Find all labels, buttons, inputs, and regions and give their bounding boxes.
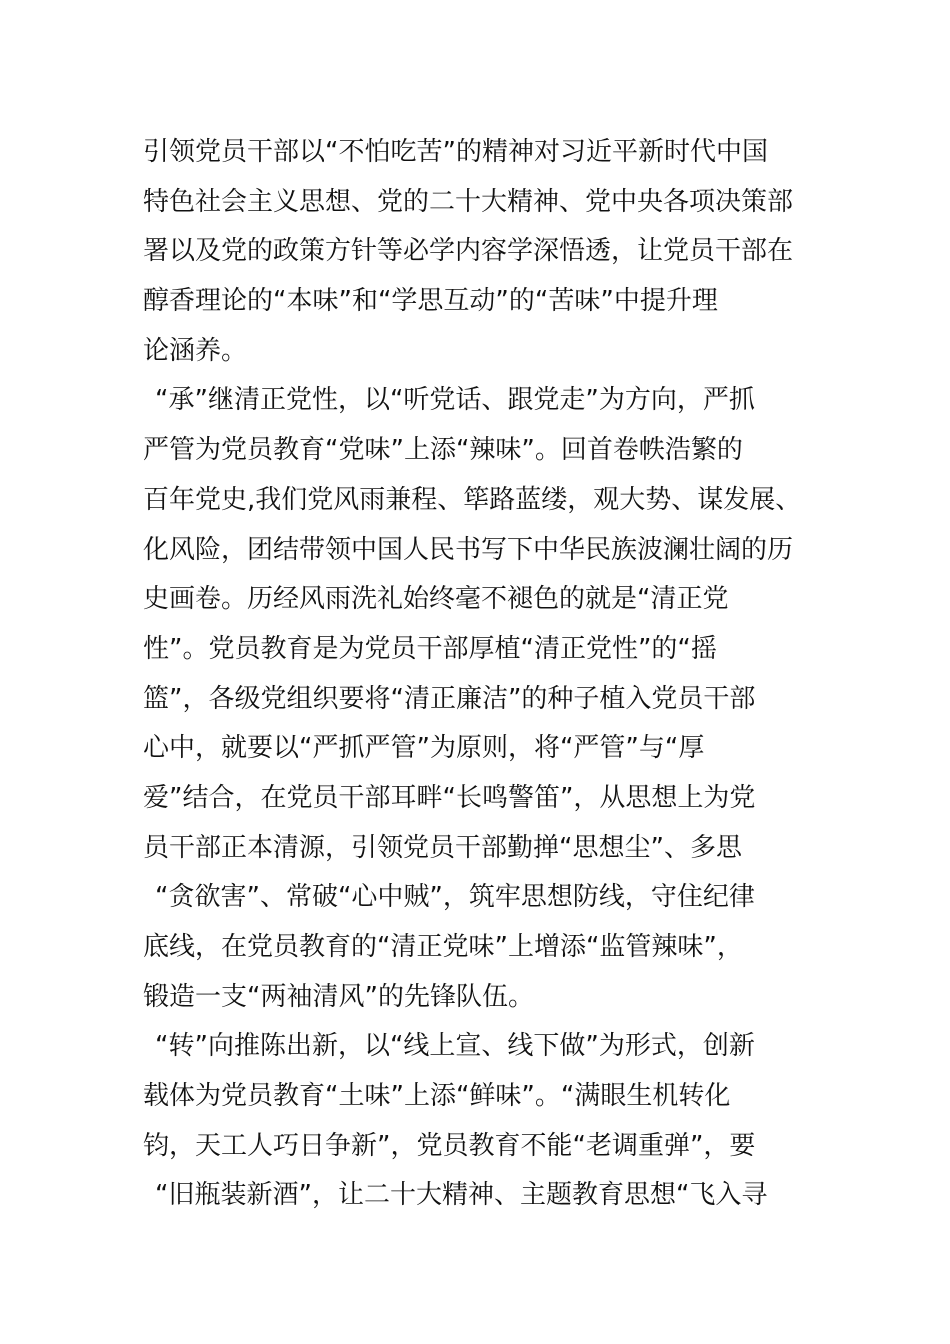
text-line: 钧，天工人巧日争新”，党员教育不能“老调重弹”，要 [143, 1130, 756, 1161]
paragraph-start-line: “承”继清正党性，以“听党话、跟党走”为方向，严抓 [155, 385, 755, 416]
text-line: 底线，在党员教育的“清正党味”上增添“监管辣味”， [143, 932, 743, 962]
text-line: “贪欲害”、常破“心中贼”，筑牢思想防线，守住纪律 [155, 882, 755, 913]
paragraph-start-line: “转”向推陈出新，以“线上宣、线下做”为形式，创新 [155, 1031, 755, 1062]
text-line: 引领党员干部以“不怕吃苦”的精神对习近平新时代中国 [143, 137, 768, 167]
text-line: 篮”，各级党组织要将“清正廉洁”的种子植入党员干部 [143, 683, 756, 714]
text-line: 醇香理论的“本味”和“学思互动”的“苦味”中提升理 [143, 286, 718, 317]
text-line: 员干部正本清源，引领党员干部勤掸“思想尘”、多思 [143, 832, 742, 863]
text-line: “旧瓶装新酒”，让二十大精神、主题教育思想“飞入寻 [155, 1180, 768, 1211]
text-line: 特色社会主义思想、党的二十大精神、党中央各项决策部 [143, 186, 794, 217]
text-line: 论涵养。 [143, 335, 248, 366]
text-line: 史画卷。历经风雨洗礼始终毫不褪色的就是“清正党 [143, 584, 729, 615]
text-line: 载体为党员教育“土味”上添“鲜味”。“满眼生机转化 [143, 1081, 731, 1112]
text-line: 严管为党员教育“党味”上添“辣味”。回首卷帙浩繁的 [143, 435, 743, 466]
text-line: 署以及党的政策方针等必学内容学深悟透，让党员干部在 [143, 236, 794, 267]
text-line: 性”。党员教育是为党员干部厚植“清正党性”的“摇 [143, 633, 717, 664]
text-line: 百年党史,我们党风雨兼程、筚路蓝缕，观大势、谋发展、 [143, 484, 802, 515]
text-line: 爱”结合，在党员干部耳畔“长鸣警笛”，从思想上为党 [143, 782, 756, 813]
text-line: 锻造一支“两袖清风”的先锋队伍。 [143, 981, 534, 1012]
body-text [143, 128, 823, 1221]
text-line: 心中，就要以“严抓严管”为原则，将“严管”与“厚 [143, 733, 705, 764]
text-line: 化风险，团结带领中国人民书写下中华民族波澜壮阔的历 [143, 534, 794, 565]
